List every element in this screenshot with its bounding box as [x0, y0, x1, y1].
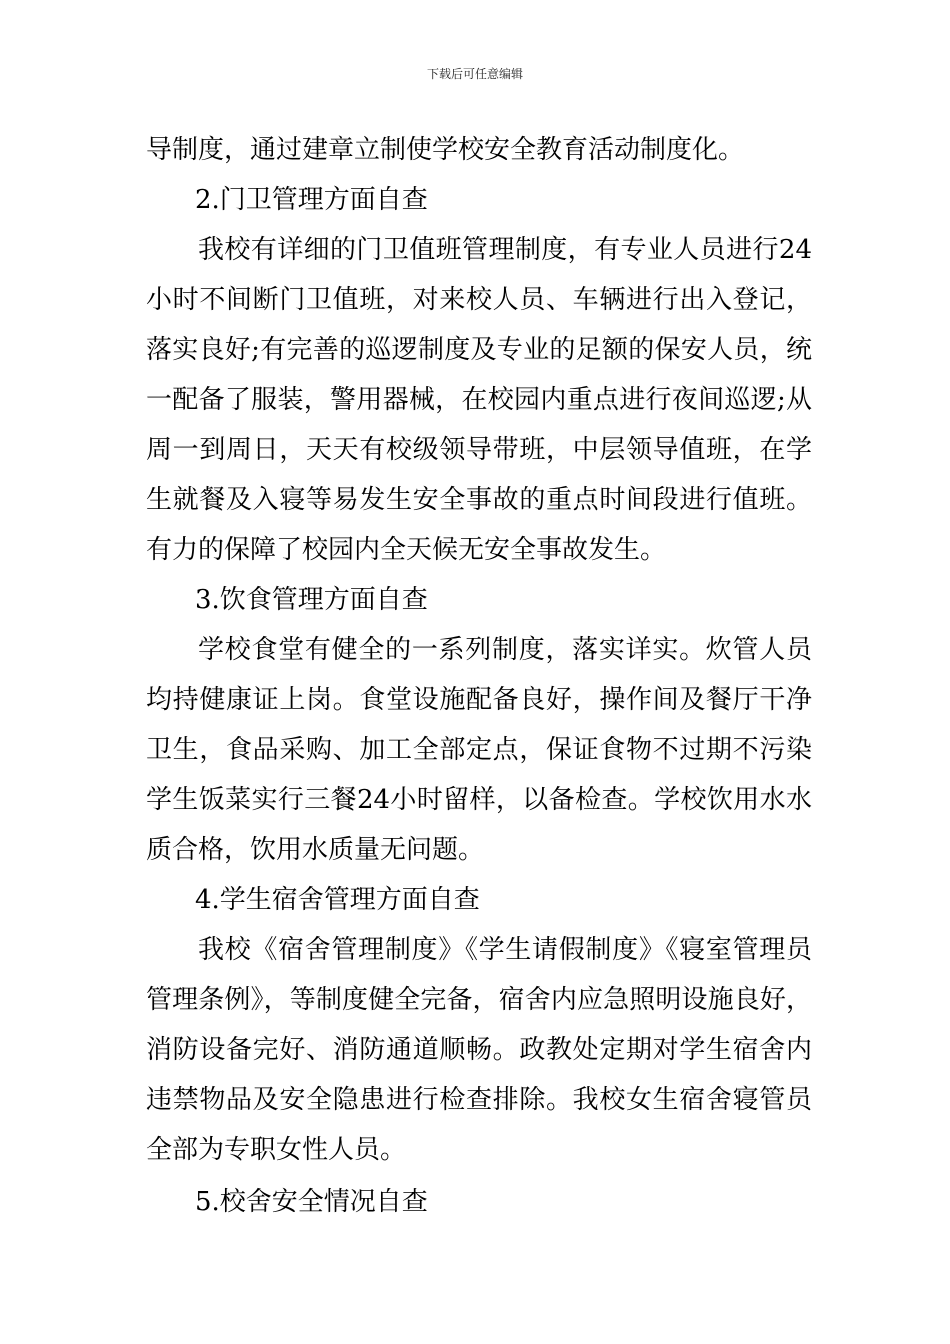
section-heading-building-safety: 5.校舍安全情况自查	[195, 1187, 428, 1217]
section-heading-gate-management: 2.门卫管理方面自查	[195, 185, 428, 215]
document-body	[146, 125, 812, 1227]
paragraph-continuation: 导制度，通过建章立制使学校安全教育活动制度化。	[146, 135, 745, 165]
paragraph-dormitory-management: 我校《宿舍管理制度》《学生请假制度》《寝室管理员管理条例》，等制度健全完备，宿舍内应急照明设施良好，消防设备完好、消防通道顺畅。政教处定期对学生宿舍内违禁物品及安全隐患进行检查排除。我校女生宿舍寝管员全部为专职女性人员。	[146, 935, 812, 1165]
section-heading-food-management: 3.饮食管理方面自查	[195, 585, 428, 615]
page-header-note: 下载后可任意编辑	[426, 67, 523, 81]
paragraph-gate-management: 我校有详细的门卫值班管理制度，有专业人员进行24小时不间断门卫值班，对来校人员、车辆进行出入登记，落实良好;有完善的巡逻制度及专业的足额的保安人员，统一配备了服装，警用器械，在校园内重点进行夜间巡逻;从周一到周日，天天有校级领导带班，中层领导值班，在学生就餐及入寝等易发生安全事故的重点时间段进行值班。有力的保障了校园内全天候无安全事故发生。	[146, 235, 812, 565]
paragraph-food-management: 学校食堂有健全的一系列制度，落实详实。炊管人员均持健康证上岗。食堂设施配备良好，操作间及餐厅干净卫生，食品采购、加工全部定点，保证食物不过期不污染学生饭菜实行三餐24小时留样，以备检查。学校饮用水水质合格，饮用水质量无问题。	[146, 635, 812, 865]
section-heading-dormitory-management: 4.学生宿舍管理方面自查	[195, 885, 480, 915]
